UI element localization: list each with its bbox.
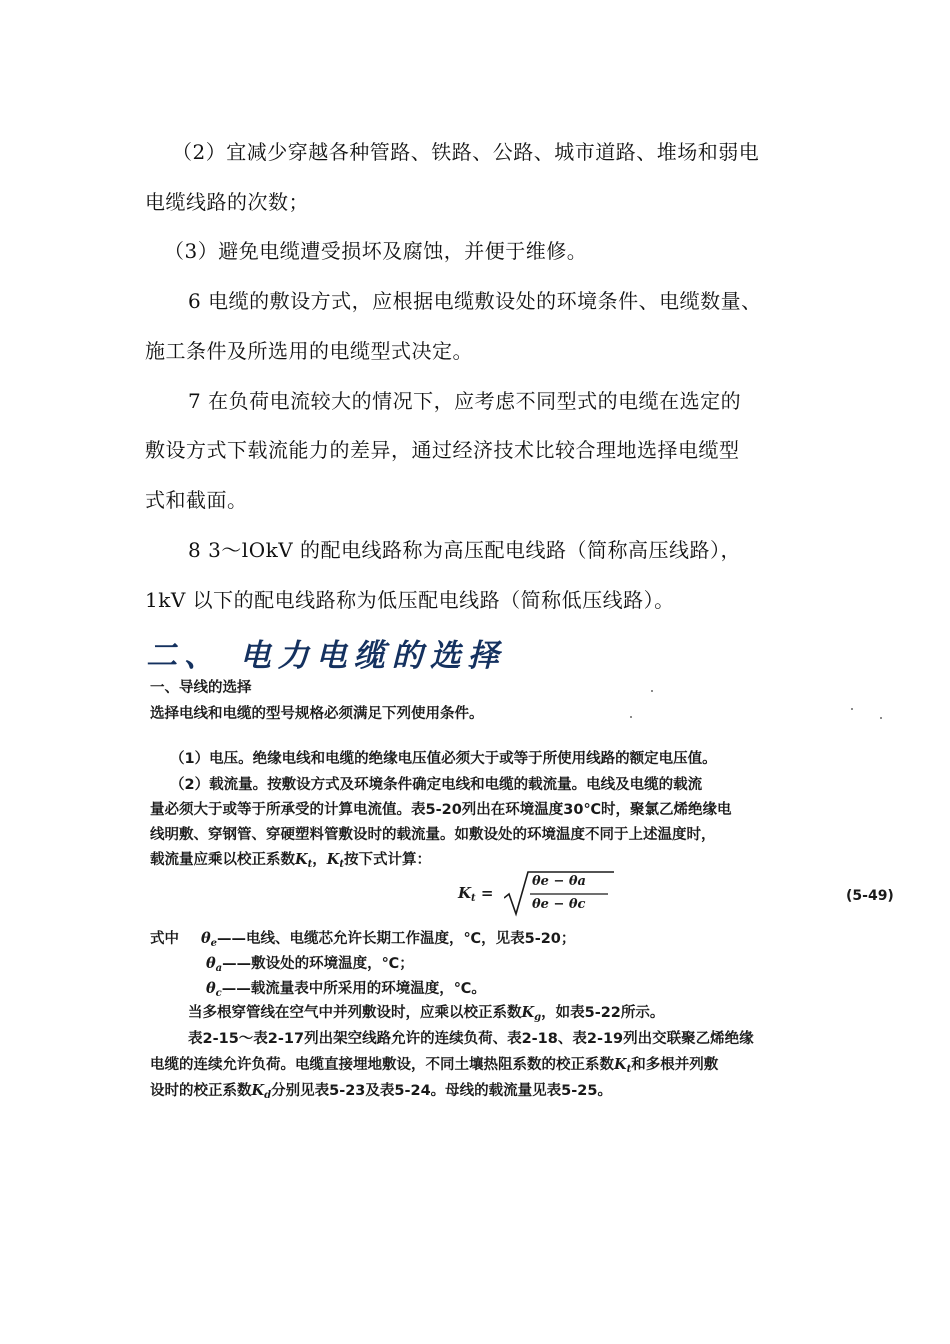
definition-text: ——敷设处的环境温度，℃； (222, 956, 414, 972)
scan-paragraph-line (150, 1082, 612, 1105)
formula-5-49 (458, 870, 618, 918)
scan-paragraph-line: 表2-15～表2-17列出架空线路允许的连续负荷、表2-18、表2-19列出交联聚乙烯绝缘 (188, 1031, 754, 1047)
scan-item-1: （1）电压。绝缘电线和电缆的绝缘电压值必须大于或等于所使用线路的额定电压值。 (170, 751, 717, 767)
paragraph-line: 1kV 以下的配电线路称为低压配电线路（简称低压线路）。 (145, 588, 675, 612)
paragraph-line: （2）宜减少穿越各种管路、铁路、公路、城市道路、堆场和弱电 (172, 140, 760, 164)
scan-speck (880, 717, 882, 719)
paragraph-line: 7 在负荷电流较大的情况下，应考虑不同型式的电缆在选定的 (188, 389, 742, 413)
text-run: ， (312, 852, 327, 868)
formula-denominator: θe − θc (532, 897, 586, 912)
scan-paragraph-line (188, 1004, 664, 1027)
symbol-kt: $K_t$ (295, 851, 313, 870)
scan-item-2-line: （2）载流量。按敷设方式及环境条件确定电线和电缆的载流量。电线及电缆的载流 (170, 777, 703, 793)
formula-numerator: θe − θa (532, 874, 586, 889)
paragraph-line: 敷设方式下载流能力的差异，通过经济技术比较合理地选择电缆型 (145, 438, 740, 462)
where-label: 式中 (150, 931, 179, 947)
symbol-theta-c: $\theta_c$ (206, 980, 222, 999)
text-run: 设时的校正系数 (150, 1083, 252, 1099)
scan-item-2-line: 量必须大于或等于所承受的计算电流值。表5-20列出在环境温度30℃时，聚氯乙烯绝缘电 (150, 802, 732, 818)
definition-line (206, 955, 414, 978)
text-run: 按下式计算： (343, 852, 431, 868)
text-run: 当多根穿管线在空气中并列敷设时，应乘以校正系数 (188, 1005, 522, 1021)
text-run: ，如表5-22所示。 (541, 1005, 665, 1021)
scan-intro: 选择电线和电缆的型号规格必须满足下列使用条件。 (150, 706, 484, 722)
scan-speck (851, 708, 853, 710)
symbol-theta-a: $\theta_a$ (206, 955, 223, 974)
symbol-kg: $K_g$ (521, 1004, 542, 1023)
text-run: 载流量应乘以校正系数 (150, 852, 295, 868)
text-run: 电缆的连续允许负荷。电缆直接埋地敷设，不同土壤热阻系数的校正系数 (150, 1057, 614, 1073)
scan-section-title: 一、导线的选择 (150, 680, 252, 696)
paragraph-line: 6 电缆的敷设方式，应根据电缆敷设处的环境条件、电缆数量、 (188, 289, 762, 313)
scan-item-2-line (150, 851, 431, 874)
formula-lhs: $K_t$ = (458, 884, 494, 904)
section-heading: 二、 电力电缆的选择 (146, 638, 506, 674)
text-run: 分别见表5-23及表5-24。母线的载流量见表5-25。 (271, 1083, 612, 1099)
symbol-kd: $K_d$ (251, 1082, 272, 1101)
equation-number: (5-49) (846, 888, 894, 904)
symbol-kt: $K_t$ (326, 851, 344, 870)
paragraph-line: 施工条件及所选用的电缆型式决定。 (145, 339, 473, 363)
paragraph-line: 式和截面。 (145, 488, 248, 512)
paragraph-line: （3）避免电缆遭受损坏及腐蚀，并便于维修。 (164, 239, 588, 263)
definition-text: ——载流量表中所采用的环境温度，℃。 (221, 981, 486, 997)
paragraph-line: 8 3～lOkV 的配电线路称为高压配电线路（简称高压线路）， (188, 538, 742, 562)
scan-speck (630, 716, 632, 718)
symbol-kt: $K_t$ (614, 1056, 632, 1075)
scan-paragraph-line (150, 1056, 718, 1079)
definition-line (150, 930, 575, 953)
scan-speck (651, 690, 653, 692)
scan-item-2-line: 线明敷、穿钢管、穿硬塑料管敷设时的载流量。如敷设处的环境温度不同于上述温度时， (150, 827, 716, 843)
text-run: 和多根并列敷 (631, 1057, 719, 1073)
symbol-theta-e: $\theta_e$ (201, 930, 218, 949)
paragraph-line: 电缆线路的次数； (145, 190, 309, 214)
definition-line (206, 980, 486, 1003)
definition-text: ——电线、电缆芯允许长期工作温度，℃，见表5-20； (217, 931, 576, 947)
